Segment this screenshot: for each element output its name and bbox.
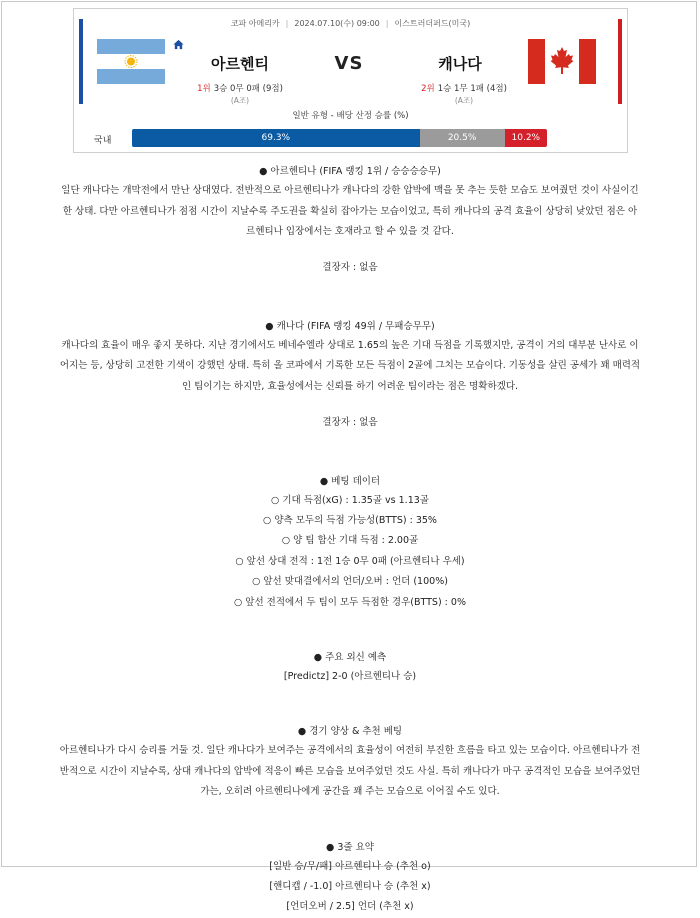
canada-flag-icon: [528, 39, 596, 84]
paragraph-line: 반적으로 시간이 지날수록, 상대 캐나다의 압박에 적응이 빠른 모습을 보여주었던 것도 사실. 특히 캐나다가 마구 공격적인 모습을 보여주었던: [59, 765, 641, 777]
paragraph-line: 일단 캐나다는 개막전에서 만난 상대였다. 전반적으로 아르헨티나가 캐나다의 강한 압박에 맥을 못 추는 듯한 모습도 보여줬던 것이 사실이긴: [61, 185, 639, 196]
away-group: (A조): [454, 96, 474, 105]
paragraph-line: 어지는 등, 상당히 고전한 기색이 강했던 상태. 특히 올 코파에서 기록한 모든 득점이 2골에 그치는 모습이다. 기동성을 살린 공세가 꽤 매력적: [59, 360, 641, 372]
article-body: [14, 163, 686, 918]
paragraph-line: 인 팀이기는 하지만, 효율성에서는 신뢰를 하기 어려운 팀이라는 점은 명확하겠다.: [181, 380, 519, 392]
home-rank: 1위: [197, 84, 211, 94]
list-item: ○ 기대 득점(xG) : 1.35골 vs 1.13골: [271, 494, 429, 506]
home-team-name: 아르헨티: [211, 55, 269, 73]
probability-bar: [132, 129, 547, 147]
section-title-canada: ● 캐나다 (FIFA 랭킹 49위 / 무패승무무): [265, 320, 435, 332]
away-color-band: [618, 19, 622, 104]
paragraph-line: 아르헨티나가 다시 승리를 거둘 것. 일단 캐나다가 보여주는 공격에서의 효율성이 여전히 부진한 흐름을 타고 있는 모습이다. 아르헨티나가 전: [59, 744, 641, 756]
list-item: ○ 양측 모두의 득점 가능성(BTTS) : 35%: [263, 514, 437, 526]
home-group: (A조): [230, 96, 250, 105]
list-item: [일반 승/무/패] 아르헨티나 승 (추천 o): [269, 860, 431, 872]
loss-probability-segment: 10.2%: [505, 129, 547, 147]
section-title-betting-data: ● 베팅 데이터: [319, 475, 381, 487]
competition: 코파 아메리카: [230, 19, 280, 28]
paragraph-line: 르헨티나 입장에서는 호재라고 할 수 있을 것 같다.: [246, 226, 454, 238]
list-item: [언더오버 / 2.5] 언더 (추천 x): [286, 901, 414, 913]
draw-probability-segment: 20.5%: [420, 129, 505, 147]
list-item: ○ 앞선 상대 전적 : 1전 1승 0무 0패 (아르헨티나 우세): [235, 555, 465, 567]
summary-list: [14, 857, 686, 918]
section-title-argentina: ● 아르헨티나 (FIFA 랭킹 1위 / 승승승승무): [259, 166, 441, 177]
home-icon: [173, 39, 184, 50]
away-record: [394, 82, 534, 106]
argentina-flag-icon: [97, 39, 165, 84]
match-meta: 코파 아메리카 | 2024.07.10(수) 09:00 | 이스트러더퍼드(미국): [74, 18, 627, 29]
match-datetime: 2024.07.10(수) 09:00: [294, 19, 380, 28]
probability-title: 일반 유형 - 배당 산정 승률 (%): [292, 111, 409, 121]
betting-data-list: [14, 491, 686, 613]
away-record-text: 1승 1무 1패 (4점): [437, 84, 507, 94]
list-item: [핸디캡 / -1.0] 아르헨티나 승 (추천 x): [269, 881, 431, 893]
section-title-outlook: ● 경기 양상 & 추천 베팅: [297, 725, 403, 737]
away-rank: 2위: [421, 84, 435, 94]
list-item: ○ 양 팀 합산 기대 득점 : 2.00골: [281, 535, 419, 547]
list-item: ○ 앞선 맞대결에서의 언더/오버 : 언더 (100%): [252, 576, 448, 588]
section-title-prediction: ● 주요 외신 예측: [313, 651, 387, 663]
prediction-line: [Predictz] 2-0 (아르헨티나 승): [283, 670, 417, 682]
argentina-absent: 결장자 : 없음: [322, 261, 378, 273]
paragraph-line: 가는, 오히려 아르헨티나에게 공간을 꽤 주는 모습으로 이어질 수도 있다.: [200, 786, 500, 798]
canada-absent: 결장자 : 없음: [322, 416, 378, 428]
away-team-name: 캐나다: [438, 55, 482, 73]
win-probability-segment: 69.3%: [132, 129, 420, 147]
section-title-summary: ● 3줄 요약: [326, 841, 374, 853]
home-record-text: 3승 0무 0패 (9점): [213, 84, 283, 94]
vs-label: VS: [334, 53, 364, 74]
canada-paragraph: [14, 336, 686, 398]
outlook-paragraph: [14, 741, 686, 803]
home-record: [170, 82, 310, 106]
probability-row-label: 국내: [94, 136, 112, 146]
paragraph-line: 캐나다의 효율이 매우 좋지 못하다. 지난 경기에서도 베네수엘라 상대로 1.65의 높은 기대 득점을 기록했지만, 공격이 거의 대부분 난사로 이: [61, 339, 639, 351]
home-color-band: [79, 19, 83, 104]
list-item: ○ 앞선 전적에서 두 팀이 모두 득점한 경우(BTTS) : 0%: [234, 596, 466, 608]
paragraph-line: 한 상태. 다만 아르헨티나가 점점 시간이 지날수록 주도권을 확실히 잡아가는 모습이었고, 특히 캐나다의 공격 효율이 상당히 낮았던 점은 아: [62, 205, 638, 217]
match-card: [73, 8, 628, 153]
argentina-paragraph: [14, 181, 686, 243]
venue: 이스트러더퍼드(미국): [394, 19, 471, 28]
